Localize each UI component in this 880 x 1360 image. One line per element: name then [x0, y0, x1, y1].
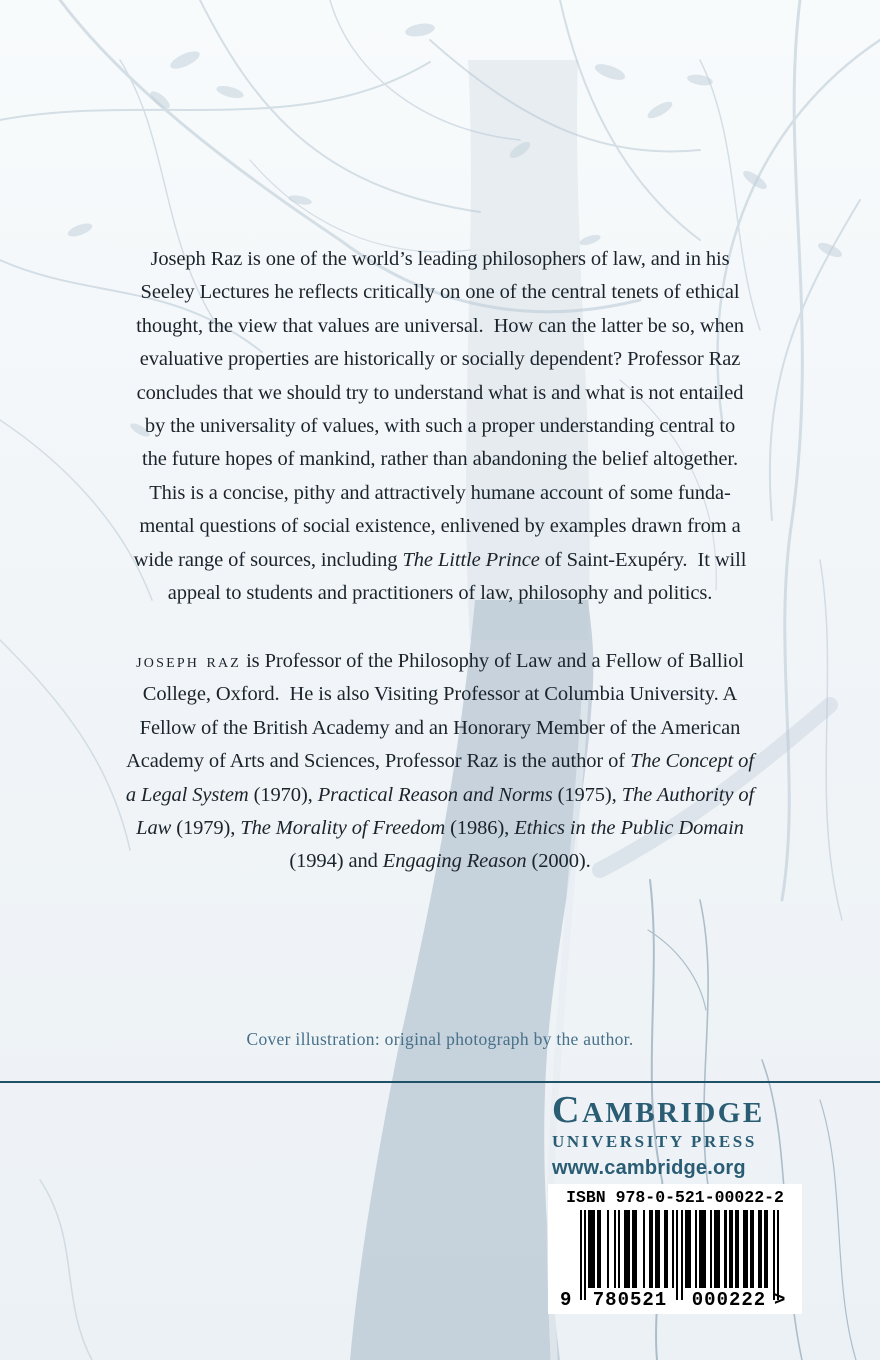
barcode-bars: [580, 1210, 779, 1300]
divider-line: [0, 1081, 880, 1083]
publisher-name-rest: AMBRIDGE: [581, 1097, 765, 1129]
barcode-digits-left: 780521: [592, 1289, 668, 1311]
barcode-digits: [560, 1288, 790, 1312]
cover-credit: Cover illustration: original photograph by the author.: [246, 1029, 634, 1049]
publisher-subtitle: UNIVERSITY PRESS: [552, 1132, 757, 1151]
barcode: [560, 1210, 790, 1312]
publisher-name-initial: C: [552, 1089, 582, 1131]
blurb-paragraph: Joseph Raz is one of the world’s leading philosophers of law, and in his Seeley Lectures he reflects critically on one of the central tenets of ethical thought, the view that values are universal. How can the latter be so, when evaluative properties are historically or socially dependent? Professor Raz concludes that we should try to understand what is and what is not entailed by the universality of values, with such a proper understanding central to the future hopes of mankind, rather than abandoning the belief altogether. This is a concise, pithy and attractively humane account of some funda- mental questions of social existence, enlivened by examples drawn from a wide range of sources, including The Little Prince of Saint-Exupéry. It will appeal to students and practitioners of law, philosophy and politics.: [133, 248, 747, 605]
barcode-digit-system: 9: [560, 1289, 572, 1311]
publisher-name: [552, 1089, 765, 1131]
barcode-end-char: >: [774, 1289, 786, 1311]
publisher-website: www.cambridge.org: [552, 1157, 746, 1179]
isbn-label: ISBN 978-0-521-00022-2: [566, 1188, 784, 1207]
publisher-logo: [552, 1089, 765, 1180]
barcode-digits-right: 000222: [691, 1289, 767, 1311]
isbn-box: [548, 1184, 802, 1314]
bio-paragraph: joseph raz is Professor of the Philosophy of Law and a Fellow of Balliol College, Oxford. He is also Visiting Professor at Columbia University. A Fellow of the British Academy and an Honorary Member of the American Academy of Arts and Sciences, Professor Raz is the author of The Concept of a Legal System (1970), Practical Reason and Norms (1975), The Authority of Law (1979), The Morality of Freedom (1986), Ethics in the Public Domain (1994) and Engaging Reason (2000).: [125, 650, 755, 873]
